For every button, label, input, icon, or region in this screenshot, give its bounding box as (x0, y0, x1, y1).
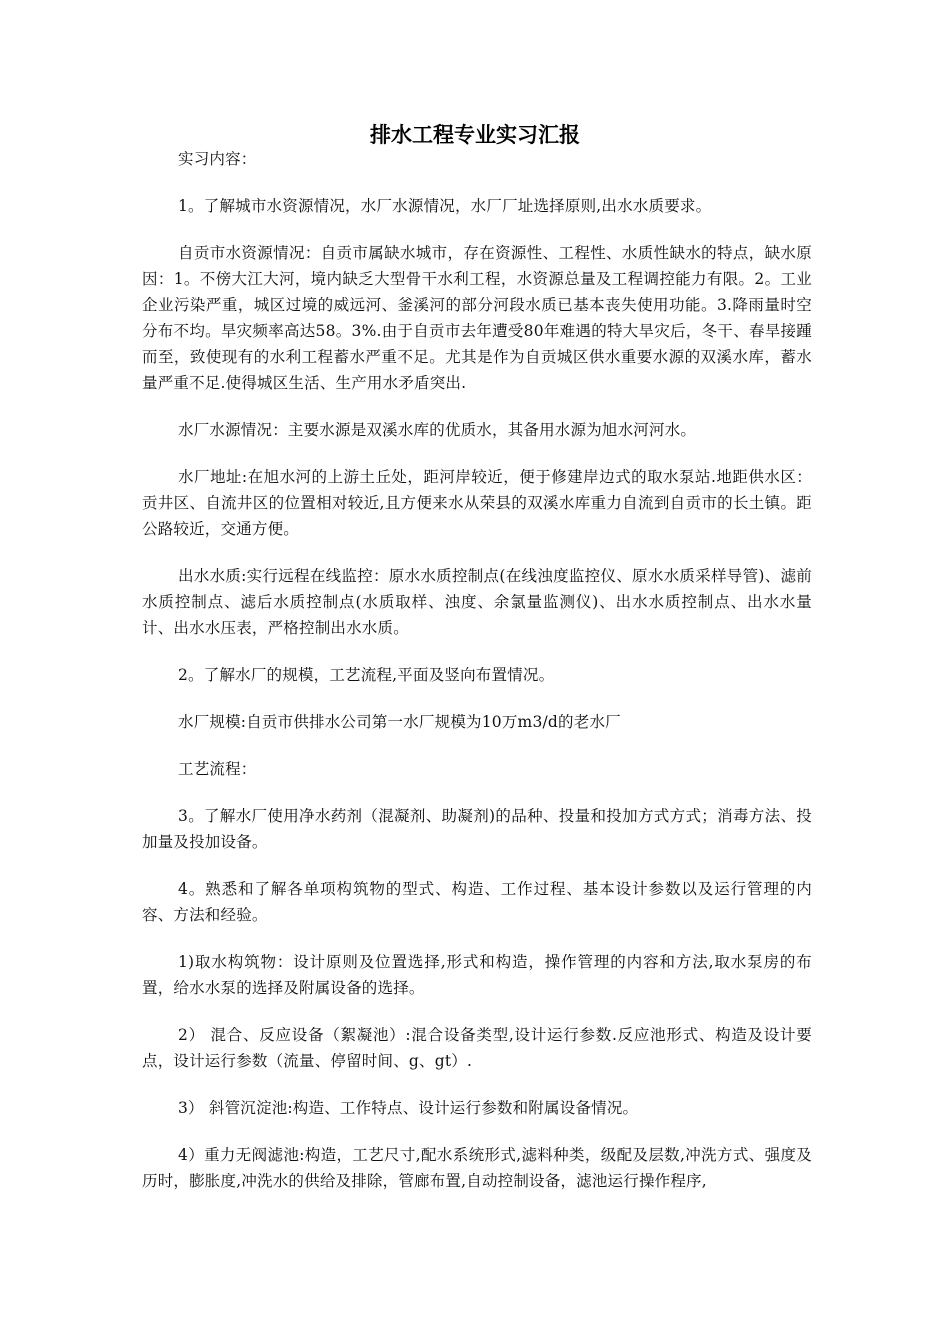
paragraph: 水厂规模:自贡市供排水公司第一水厂规模为10万m3/d的老水厂 (178, 713, 621, 731)
paragraph: 工艺流程： (178, 760, 257, 778)
paragraph: 3） 斜管沉淀池:构造、工作特点、设计运行参数和附属设备情况。 (178, 1099, 639, 1117)
paragraph: 4。熟悉和了解各单项构筑物的型式、构造、工作过程、基本设计参数以及运行管理的内容、方法和经验。 (142, 880, 812, 924)
paragraph: 水厂地址:在旭水河的上游土丘处，距河岸较近，便于修建岸边式的取水泵站.地距供水区：贡井区、自流井区的位置相对较近,且方便来水从荣县的双溪水库重力自流到自贡市的长土镇。距公路较近，交通方便。 (142, 468, 812, 538)
paragraph: 水厂水源情况：主要水源是双溪水库的优质水，其备用水源为旭水河河水。 (178, 421, 697, 439)
document-title: 排水工程专业实习汇报 (370, 122, 580, 147)
paragraph: 自贡市水资源情况：自贡市属缺水城市，存在资源性、工程性、水质性缺水的特点，缺水原因：1。不傍大江大河，境内缺乏大型骨干水利工程，水资源总量及工程调控能力有限。2。工业企业污染严重，城区过境的威远河、釜溪河的部分河段水质已基本丧失使用功能。3.降雨量时空分布不均。旱灾频率高达58。3%.由于自贡市去年遭受80年难遇的特大旱灾后，冬干、春旱接踵而至，致使现有的水利工程蓄水严重不足。尤其是作为自贡城区供水重要水源的双溪水库，蓄水量严重不足.使得城区生活、生产用水矛盾突出. (142, 244, 812, 392)
paragraph: 3。了解水厂使用净水药剂（混凝剂、助凝剂)的品种、投量和投加方式方式；消毒方法、投加量及投加设备。 (142, 807, 812, 851)
paragraph: 2。了解水厂的规模，工艺流程,平面及竖向布置情况。 (178, 666, 555, 684)
paragraph: 1。了解城市水资源情况，水厂水源情况，水厂厂址选择原则,出水水质要求。 (178, 197, 712, 215)
paragraph: 出水水质:实行远程在线监控：原水水质控制点(在线浊度监控仪、原水水质采样导管)、滤前水质控制点、滤后水质控制点(水质取样、浊度、余氯量监测仪)、出水水质控制点、出水水量计、出水水压表，严格控制出水水质。 (142, 567, 812, 637)
document-body (142, 146, 812, 1215)
paragraph: 1)取水构筑物：设计原则及位置选择,形式和构造，操作管理的内容和方法,取水泵房的布置，给水水泵的选择及附属设备的选择。 (142, 953, 812, 997)
paragraph: 2） 混合、反应设备（絮凝池）:混合设备类型,设计运行参数.反应池形式、构造及设计要点，设计运行参数（流量、停留时间、g、gt）. (142, 1026, 812, 1070)
paragraph: 4）重力无阀滤池:构造，工艺尺寸,配水系统形式,滤料种类，级配及层数,冲洗方式、强度及历时，膨胀度,冲洗水的供给及排除，管廊布置,自动控制设备，滤池运行操作程序, (142, 1146, 812, 1190)
paragraph-intro: 实习内容： (178, 150, 257, 168)
